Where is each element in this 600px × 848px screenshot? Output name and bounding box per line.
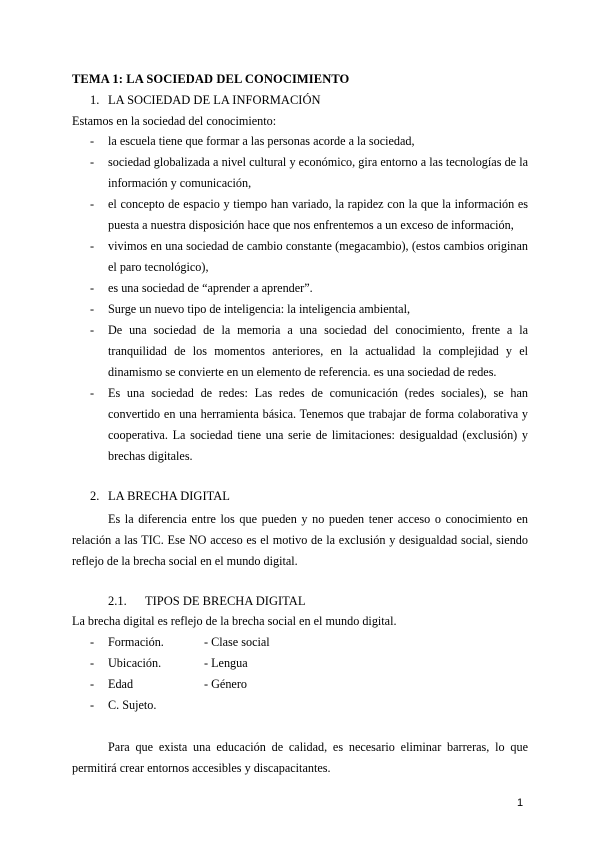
section-1-number: 1. — [90, 93, 100, 107]
page-number: 1 — [517, 797, 524, 809]
brecha-type-left: Edad — [108, 677, 134, 691]
section-2-number: 2. — [90, 489, 100, 503]
list-item: - Surge un nuevo tipo de inteligencia: la inteligencia ambiental, — [72, 299, 528, 320]
list-item: - es una sociedad de “aprender a aprender”. — [72, 278, 528, 299]
section-2-1-number: 2.1. — [108, 594, 127, 608]
list-item: - C. Sujeto. — [72, 695, 472, 716]
list-item: - Ubicación. - Lengua — [72, 653, 472, 674]
brecha-type-right: - Clase social — [204, 635, 270, 649]
brecha-type-left: C. Sujeto. — [108, 698, 157, 712]
brecha-type-right: - Género — [204, 677, 247, 691]
list-item: - Formación. - Clase social — [72, 632, 472, 653]
list-item: - la escuela tiene que formar a las personas acorde a la sociedad, — [72, 131, 528, 152]
section-2-1-title: TIPOS DE BRECHA DIGITAL — [145, 594, 306, 608]
list-item: - el concepto de espacio y tiempo han variado, la rapidez con la que la información es puesta a nuestra disposición hace que nos enfrentemos a un exceso de información, — [72, 194, 528, 236]
list-item: - sociedad globalizada a nivel cultural y económico, gira entorno a las tecnologías de la información y comunicación, — [72, 152, 528, 194]
brecha-type-left: Formación. — [108, 635, 164, 649]
document-title: TEMA 1: LA SOCIEDAD DEL CONOCIMIENTO — [72, 72, 350, 86]
brecha-types-list — [72, 632, 472, 716]
closing-paragraph: Para que exista una educación de calidad, es necesario eliminar barreras, lo que permitirá crear entornos accesibles y discapacitantes. — [72, 740, 528, 775]
brecha-type-right: - Lengua — [204, 656, 248, 670]
list-item: - vivimos en una sociedad de cambio constante (megacambio), (estos cambios originan el paro tecnológico), — [72, 236, 528, 278]
section-1-title: LA SOCIEDAD DE LA INFORMACIÓN — [108, 93, 321, 107]
list-item: - Es una sociedad de redes: Las redes de comunicación (redes sociales), se han convertido en una herramienta básica. Tenemos que trabajar de forma colaborativa y cooperativa. La sociedad tiene una serie de limitaciones: desigualdad (exclusión) y brechas digitales. — [72, 383, 528, 467]
section-2-paragraph: Es la diferencia entre los que pueden y no pueden tener acceso o conocimiento en relación a las TIC. Ese NO acceso es el motivo de la exclusión y desigualdad social, siendo reflejo de la brecha social en el mundo digital. — [72, 512, 528, 568]
intro-text: Estamos en la sociedad del conocimiento: — [72, 114, 277, 128]
section-2-title: LA BRECHA DIGITAL — [108, 489, 230, 503]
section-2-1-intro: La brecha digital es reflejo de la brecha social en el mundo digital. — [72, 614, 397, 628]
features-list — [72, 131, 528, 467]
list-item: - Edad - Género — [72, 674, 472, 695]
list-item: - De una sociedad de la memoria a una sociedad del conocimiento, frente a la tranquilidad de los momentos anteriores, en la actualidad la complejidad y el dinamismo se convierte en un elemento de referencia. es una sociedad de redes. — [72, 320, 528, 383]
brecha-type-left: Ubicación. — [108, 656, 162, 670]
